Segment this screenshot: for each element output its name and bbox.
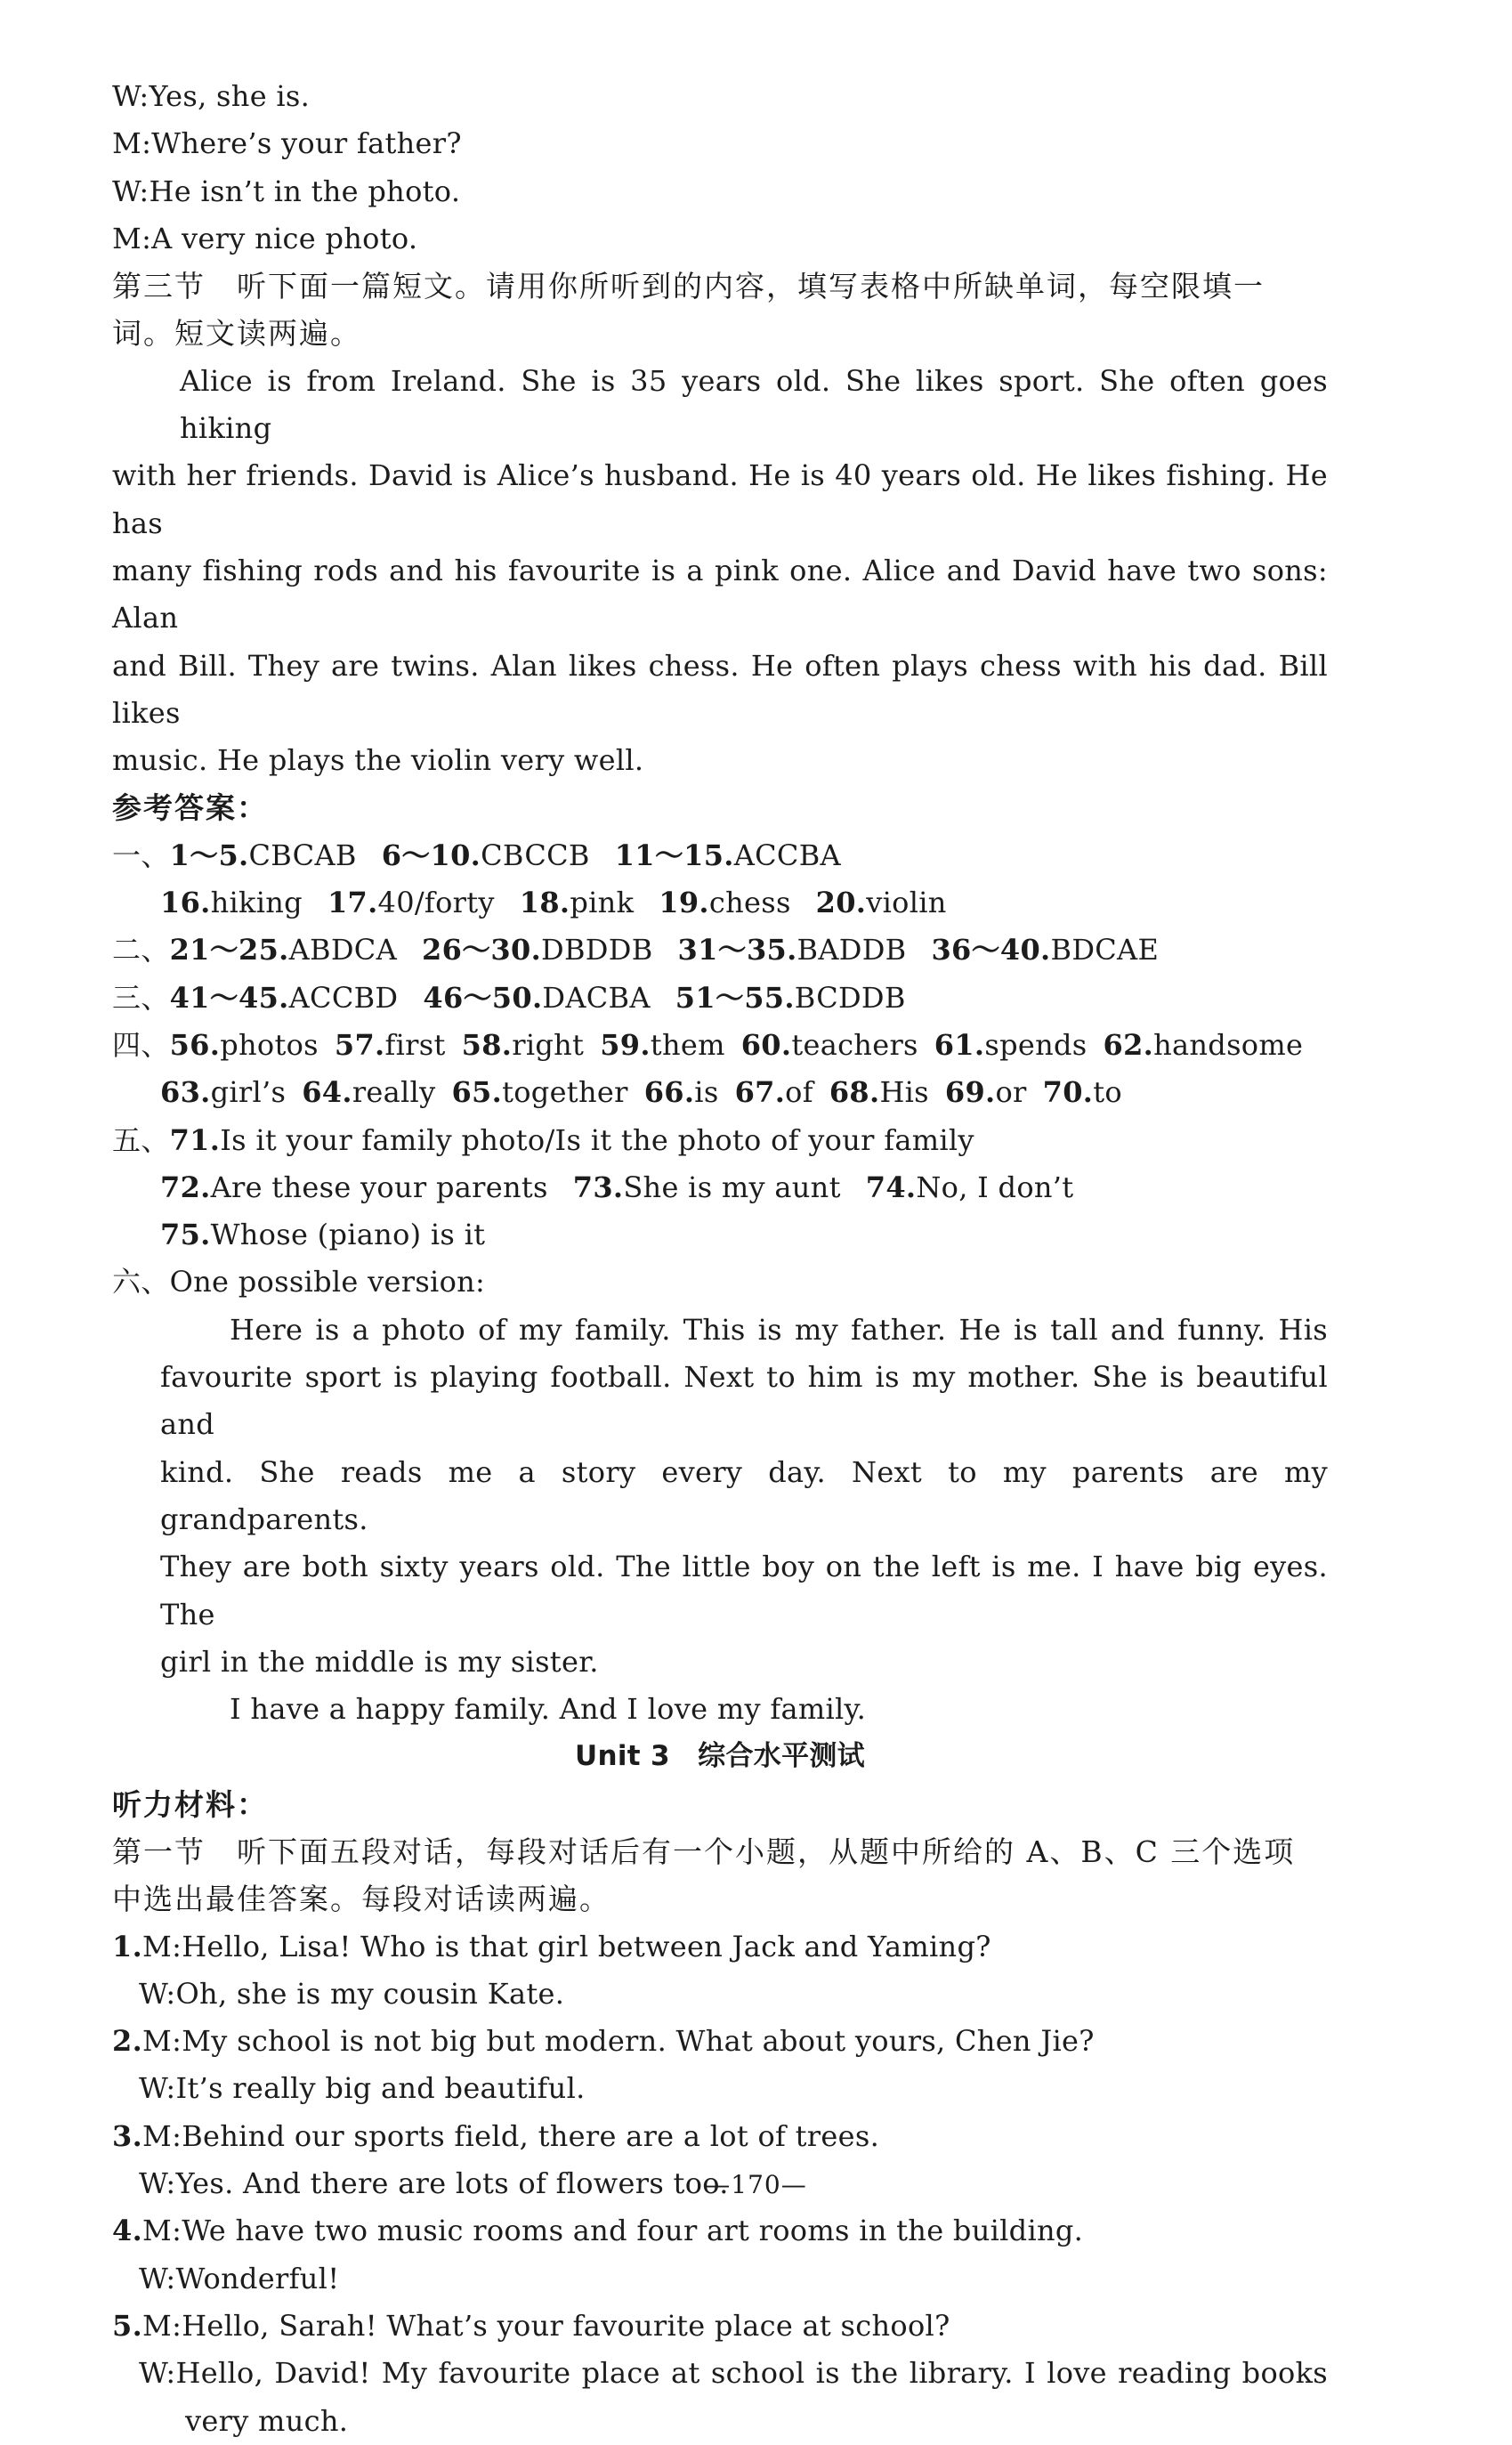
dialogue-m: 1.M:Hello, Lisa! Who is that girl between Jack and Yaming? (112, 1929, 991, 1963)
dialogue-line: W:Yes, she is. (112, 79, 311, 113)
essay-line: favourite sport is playing football. Next to him is my mother. She is beautiful and (160, 1360, 1328, 1442)
dialogue-m: 4.M:We have two music rooms and four art rooms in the building. (112, 2214, 1084, 2248)
dialogue-w: W:Wonderful! (139, 2261, 340, 2295)
section3-instruction-cont: 词。短文读两遍。 (112, 316, 361, 352)
answer-row-part1-cont: 16.hiking 17.40/forty 18.pink 19.chess 20.violin (160, 886, 947, 920)
dialogue-w: W:Oh, she is my cousin Kate. (139, 1976, 565, 2011)
section3-instruction: 第三节 听下面一篇短文。请用你所听到的内容，填写表格中所缺单词，每空限填一 (112, 269, 1265, 304)
answer-row-part1: 一、1～5.CBCAB 6～10.CBCCB 11～15.ACCBA (112, 838, 841, 872)
dialogue-line: M:A very nice photo. (112, 221, 418, 255)
essay-line: girl in the middle is my sister. (160, 1644, 599, 1679)
passage-line: Alice is from Ireland. She is 35 years old. She likes sport. She often goes hiking (180, 363, 1328, 446)
section1-instruction: 第一节 听下面五段对话，每段对话后有一个小题，从题中所给的 A、B、C 三个选项 (112, 1834, 1296, 1869)
essay-line: Here is a photo of my family. This is my father. He is tall and funny. His (230, 1312, 1328, 1347)
passage-line: music. He plays the violin very well. (112, 743, 644, 778)
answer-row-part2: 二、21～25.ABDCA 26～30.DBDDB 31～35.BADDB 36～40.BDCAE (112, 933, 1160, 967)
answer-row-part4-cont: 63.girl’s 64.really 65.together 66.is 67.of 68.His 69.or 70.to (160, 1075, 1122, 1110)
dialogue-m: 5.M:Hello, Sarah! What’s your favourite place at school? (112, 2308, 950, 2343)
passage-line: many fishing rods and his favourite is a pink one. Alice and David have two sons: Alan (112, 553, 1328, 636)
passage-line: and Bill. They are twins. Alan likes chess. He often plays chess with his dad. Bill likes (112, 648, 1328, 730)
essay-line: kind. She reads me a story every day. Next to my parents are my grandparents. (160, 1454, 1328, 1536)
answers-heading: 参考答案： (112, 790, 268, 826)
dialogue-m: 2.M:My school is not big but modern. What about yours, Chen Jie? (112, 2024, 1095, 2059)
unit-title: Unit 3 综合水平测试 (575, 1740, 865, 1773)
page-number: —170— (705, 2170, 807, 2199)
dialogue-w: W:It’s really big and beautiful. (139, 2071, 586, 2106)
listening-heading: 听力材料： (112, 1786, 268, 1822)
essay-closing: I have a happy family. And I love my family. (230, 1692, 867, 1727)
dialogue-line: M:Where’s your father? (112, 126, 462, 161)
answer-row-part5-cont: 72.Are these your parents 73.She is my aunt 74.No, I don’t (160, 1170, 1074, 1204)
answer-row-part3: 三、41～45.ACCBD 46～50.DACBA 51～55.BCDDB (112, 980, 906, 1015)
dialogue-w: W:Yes. And there are lots of flowers too. (139, 2166, 729, 2201)
dialogue-line: W:He isn’t in the photo. (112, 174, 461, 208)
passage-line: with her friends. David is Alice’s husband. He is 40 years old. He likes fishing. He has (112, 458, 1328, 540)
answer-row-part6: 六、One possible version: (112, 1265, 486, 1299)
dialogue-w: W:Hello, David! My favourite place at school is the library. I love reading books (139, 2356, 1328, 2391)
essay-line: They are both sixty years old. The little boy on the left is me. I have big eyes. The (160, 1550, 1328, 1631)
page-content (112, 73, 1328, 2445)
dialogue-w-cont: very much. (185, 2403, 349, 2438)
answer-row-part5: 五、71.Is it your family photo/Is it the photo of your family (112, 1122, 974, 1157)
section1-instruction-cont: 中选出最佳答案。每段对话读两遍。 (112, 1882, 610, 1917)
answer-row-part4: 四、56.photos 57.first 58.right 59.them 60.teachers 61.spends 62.handsome (112, 1027, 1304, 1062)
answer-row-part5-cont: 75.Whose (piano) is it (160, 1218, 486, 1252)
dialogue-m: 3.M:Behind our sports field, there are a lot of trees. (112, 2118, 880, 2153)
